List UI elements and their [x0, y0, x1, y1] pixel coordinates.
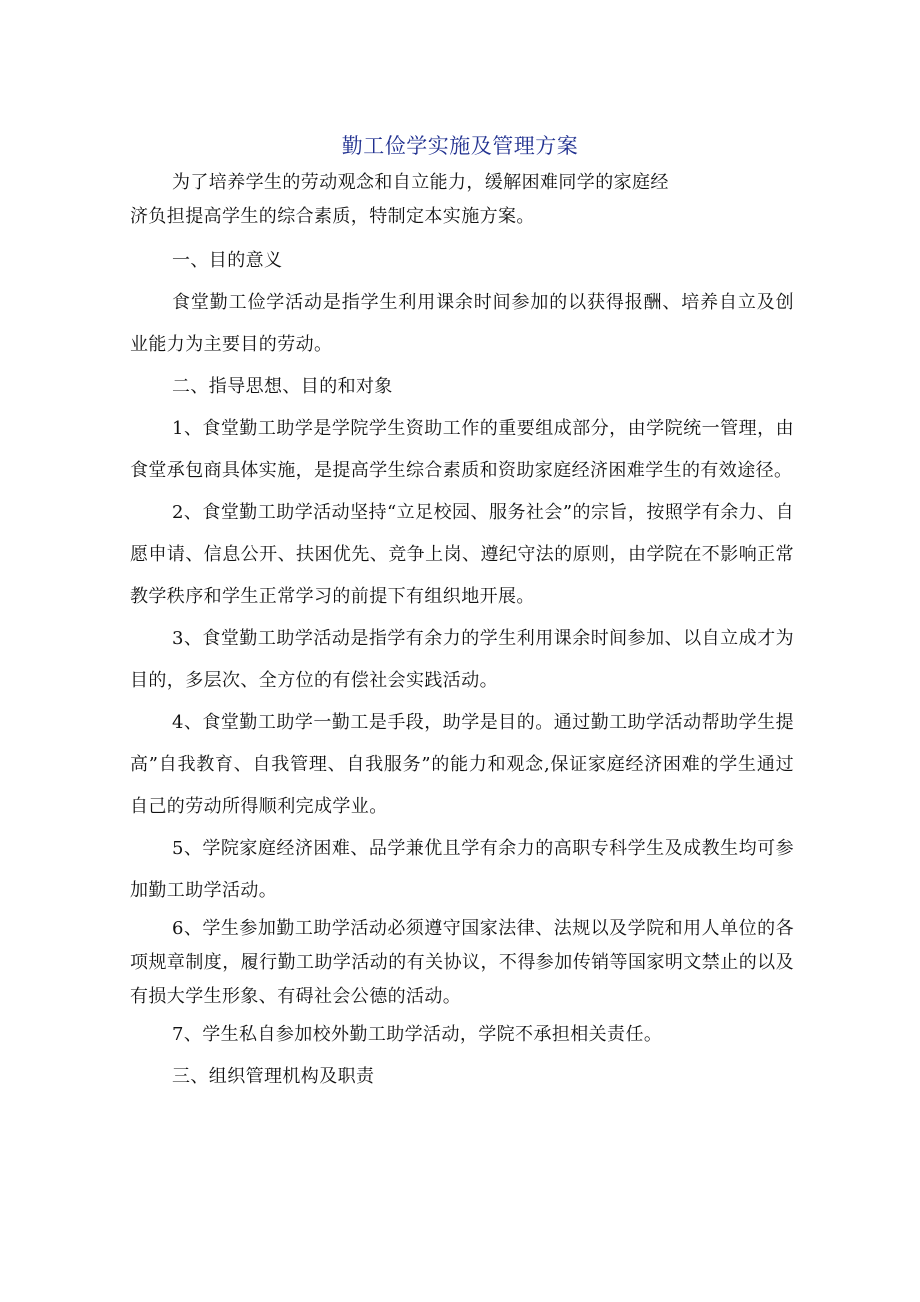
item-paragraph-6: 6、学生参加勤工助学活动必须遵守国家法律、法规以及学院和用人单位的各项规章制度，履行勤工助学活动的有关协议，不得参加传销等国家明文禁止的以及有损大学生形象、有碍社会公德的活动。 — [130, 918, 794, 1007]
intro-line-2: 济负担提高学生的综合素质，特制定本实施方案。 — [130, 206, 535, 227]
item-paragraph-5: 5、学院家庭经济困难、品学兼优且学有余力的高职专科学生及成教生均可参加勤工助学活动。 — [130, 838, 794, 901]
section-heading-3: 三、组织管理机构及职责 — [172, 1066, 375, 1087]
item-paragraph-1: 1、食堂勤工助学是学院学生资助工作的重要组成部分，由学院统一管理，由食堂承包商具体实施，是提高学生综合素质和资助家庭经济困难学生的有效途径。 — [130, 418, 794, 481]
item-paragraph-2: 2、食堂勤工助学活动坚持“立足校园、服务社会”的宗旨，按照学有余力、自愿申请、信息公开、扶困优先、竞争上岗、遵纪守法的原则，由学院在不影响正常教学秩序和学生正常学习的前提下有组织地开展。 — [130, 502, 794, 607]
purpose-paragraph: 食堂勤工俭学活动是指学生利用课余时间参加的以获得报酬、培养自立及创业能力为主要目的劳动。 — [130, 292, 794, 355]
section-heading-1: 一、目的意义 — [172, 250, 283, 271]
item-paragraph-7: 7、学生私自参加校外勤工助学活动，学院不承担相关责任。 — [172, 1024, 663, 1045]
document-body — [130, 166, 794, 1098]
section-heading-2: 二、指导思想、目的和对象 — [172, 376, 393, 397]
item-paragraph-4: 4、食堂勤工助学一勤工是手段，助学是目的。通过勤工助学活动帮助学生提高”自我教育、自我管理、自我服务”的能力和观念,保证家庭经济困难的学生通过自己的劳动所得顺利完成学业。 — [130, 712, 794, 817]
intro-line-1: 为了培养学生的劳动观念和自立能力，缓解困难同学的家庭经 — [172, 172, 669, 193]
item-paragraph-3: 3、食堂勤工助学活动是指学有余力的学生利用课余时间参加、以自立成才为目的，多层次、全方位的有偿社会实践活动。 — [130, 628, 794, 691]
document-title: 勤工俭学实施及管理方案 — [341, 134, 579, 158]
